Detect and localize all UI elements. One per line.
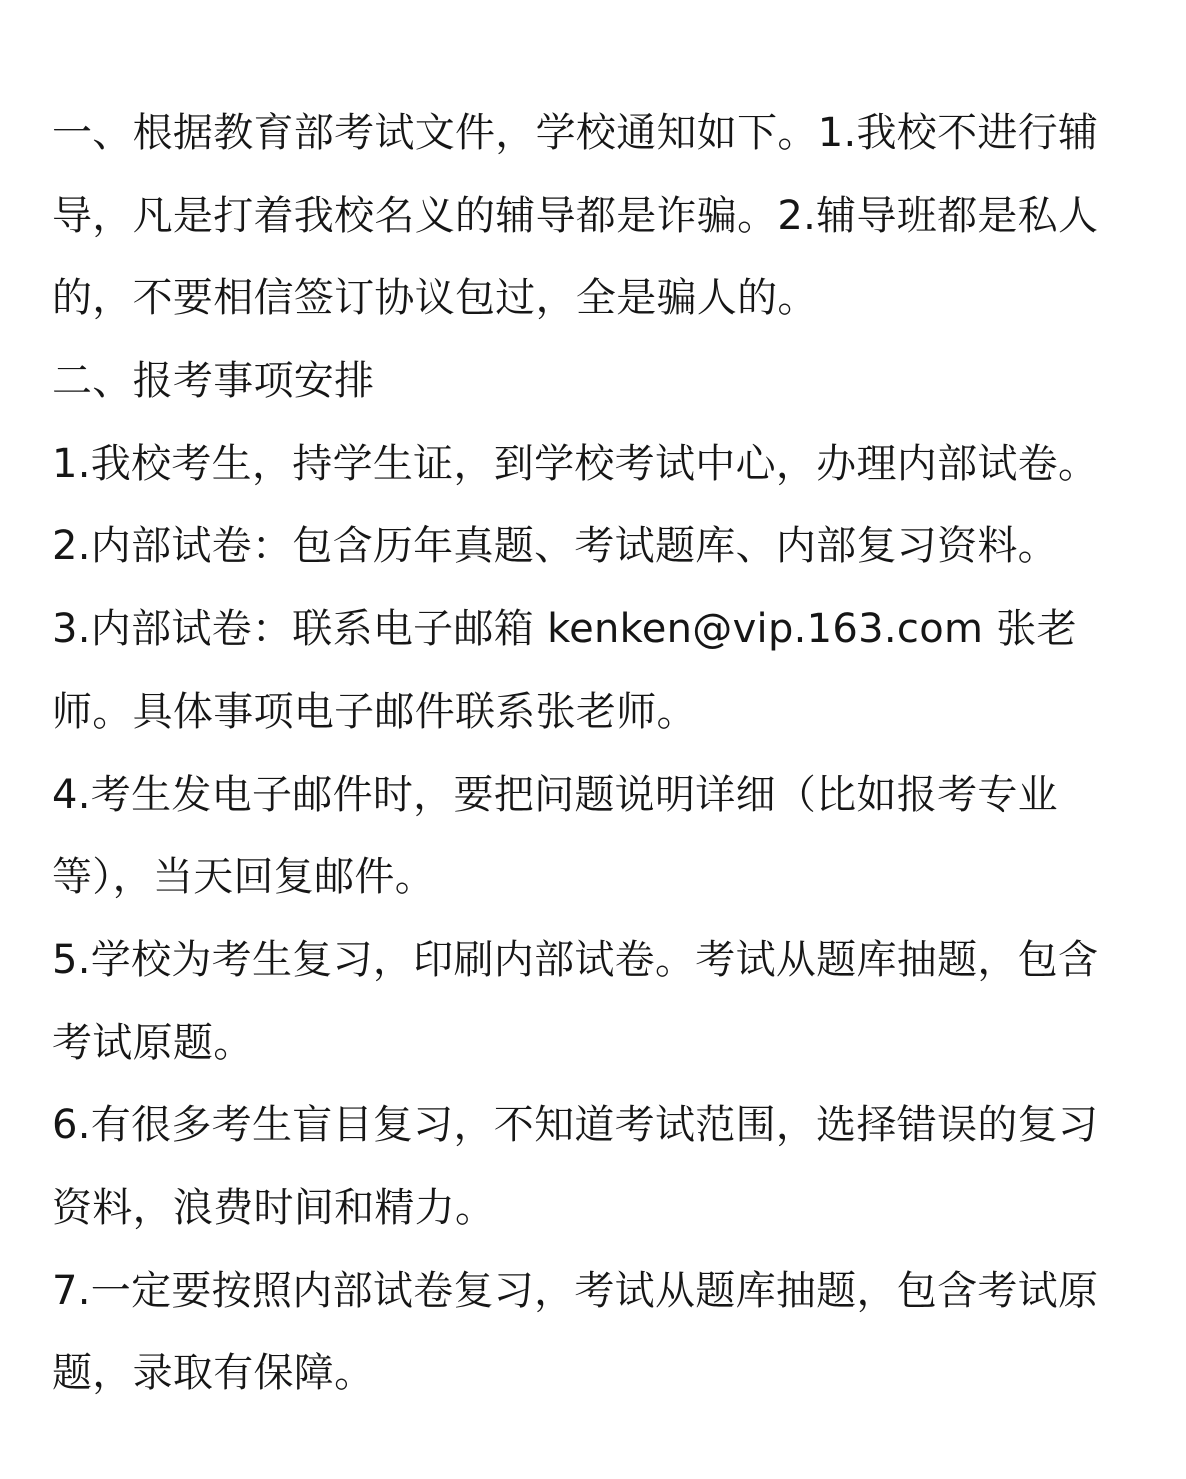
item-2-text: 2.内部试卷：包含历年真题、考试题库、内部复习资料。 [52, 523, 1058, 570]
item-6-text: 6.有很多考生盲目复习，不知道考试范围，选择错误的复习 [52, 1102, 1099, 1149]
notice-line-section-one-cont: 导，凡是打着我校名义的辅导都是诈骗。2.辅导班都是私人 [52, 192, 1099, 239]
item-5-text: 5.学校为考生复习，印刷内部试卷。考试从题库抽题，包含 [52, 936, 1099, 983]
item-7-text: 7.一定要按照内部试卷复习，考试从题库抽题，包含考试原 [52, 1267, 1099, 1314]
item-4-text: 4.考生发电子邮件时，要把问题说明详细（比如报考专业 [52, 771, 1058, 818]
notice-text-block [52, 92, 1152, 1415]
item-6-text-cont: 资料，浪费时间和精力。 [52, 1184, 496, 1231]
item-1-text: 1.我校考生，持学生证，到学校考试中心，办理内部试卷。 [52, 440, 1099, 487]
item-5-text-cont: 考试原题。 [52, 1019, 254, 1066]
item-3-text-cont: 师。具体事项电子邮件联系张老师。 [52, 688, 697, 735]
notice-line-section-one: 一、根据教育部考试文件，学校通知如下。1.我校不进行辅 [52, 110, 1099, 156]
item-3-text: 3.内部试卷：联系电子邮箱 kenken@vip.163.com 张老 [52, 606, 1077, 653]
section-two-heading: 二、报考事项安排 [52, 358, 375, 405]
notice-line-section-one-end: 的，不要相信签订协议包过，全是骗人的。 [52, 275, 818, 322]
item-4-text-cont: 等），当天回复邮件。 [52, 854, 435, 901]
item-7-text-cont: 题，录取有保障。 [52, 1350, 375, 1397]
